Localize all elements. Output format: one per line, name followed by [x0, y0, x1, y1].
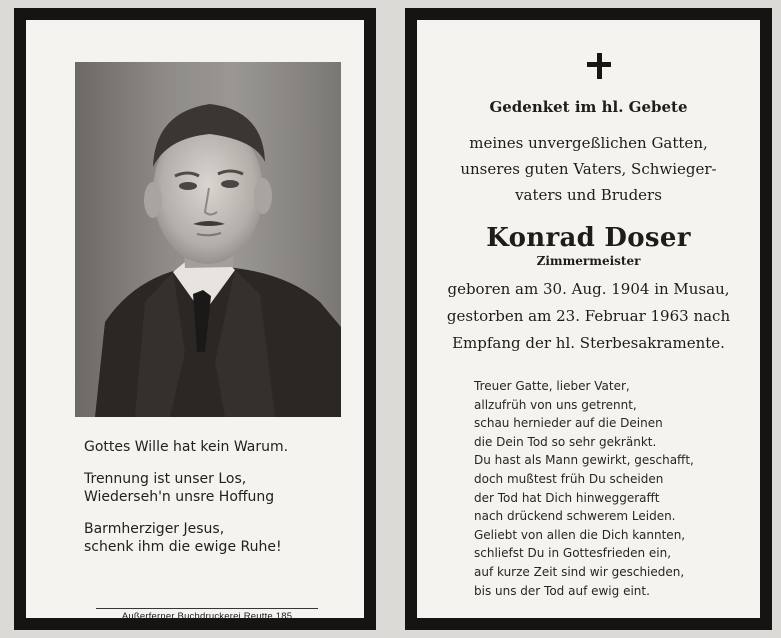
date-line: geboren am 30. Aug. 1904 in Musau, [447, 280, 730, 298]
verse-prayer [84, 520, 398, 556]
memorial-poem [474, 377, 744, 600]
poem-line: allzufrüh von uns getrennt, [474, 397, 637, 412]
poem-line: die Dein Tod so sehr gekränkt. [474, 434, 657, 449]
intro-line: meines unvergeßlichen Gatten, [469, 134, 708, 152]
deceased-name: Konrad Doser [486, 223, 691, 253]
verse-why: Gottes Wille hat kein Warum. [84, 439, 289, 455]
verse-line: Trennung ist unser Los, [84, 471, 247, 487]
verse-separation [84, 470, 398, 506]
intro-line: unseres guten Vaters, Schwieger- [460, 160, 717, 178]
right-card [405, 8, 772, 630]
poem-line: bis uns der Tod auf ewig eint. [474, 583, 650, 598]
intro-line: vaters und Bruders [515, 186, 662, 204]
cross-icon [587, 53, 611, 79]
poem-line: schau hernieder auf die Deinen [474, 416, 663, 431]
verse-line: Wiederseh'n unsre Hoffung [84, 489, 275, 505]
date-line: gestorben am 23. Februar 1963 nach [446, 307, 731, 325]
verse-line: schenk ihm die ewige Ruhe! [84, 539, 282, 555]
date-line: Empfang der hl. Sterbesakramente. [452, 334, 725, 352]
left-card [14, 8, 376, 630]
printer-imprint: Außerferner Buchdruckerei Reutte 185 [96, 608, 318, 622]
memorial-heading: Gedenket im hl. Gebete [489, 98, 688, 116]
poem-line: auf kurze Zeit sind wir geschieden, [474, 564, 685, 579]
verse-line: Barmherziger Jesus, [84, 521, 225, 537]
occupation: Zimmermeister [536, 254, 641, 268]
poem-line: Geliebt von allen die Dich kannten, [474, 527, 686, 542]
memorial-intro [417, 130, 760, 208]
poem-line: der Tod hat Dich hinweggerafft [474, 490, 660, 505]
portrait-photo [75, 62, 341, 417]
poem-line: nach drückend schwerem Leiden. [474, 509, 676, 524]
poem-line: Treuer Gatte, lieber Vater, [474, 379, 630, 393]
poem-line: doch mußtest früh Du scheiden [474, 471, 664, 486]
poem-line: Du hast als Mann gewirkt, geschafft, [474, 453, 694, 468]
poem-line: schliefst Du in Gottesfrieden ein, [474, 546, 672, 561]
life-dates [417, 276, 760, 357]
